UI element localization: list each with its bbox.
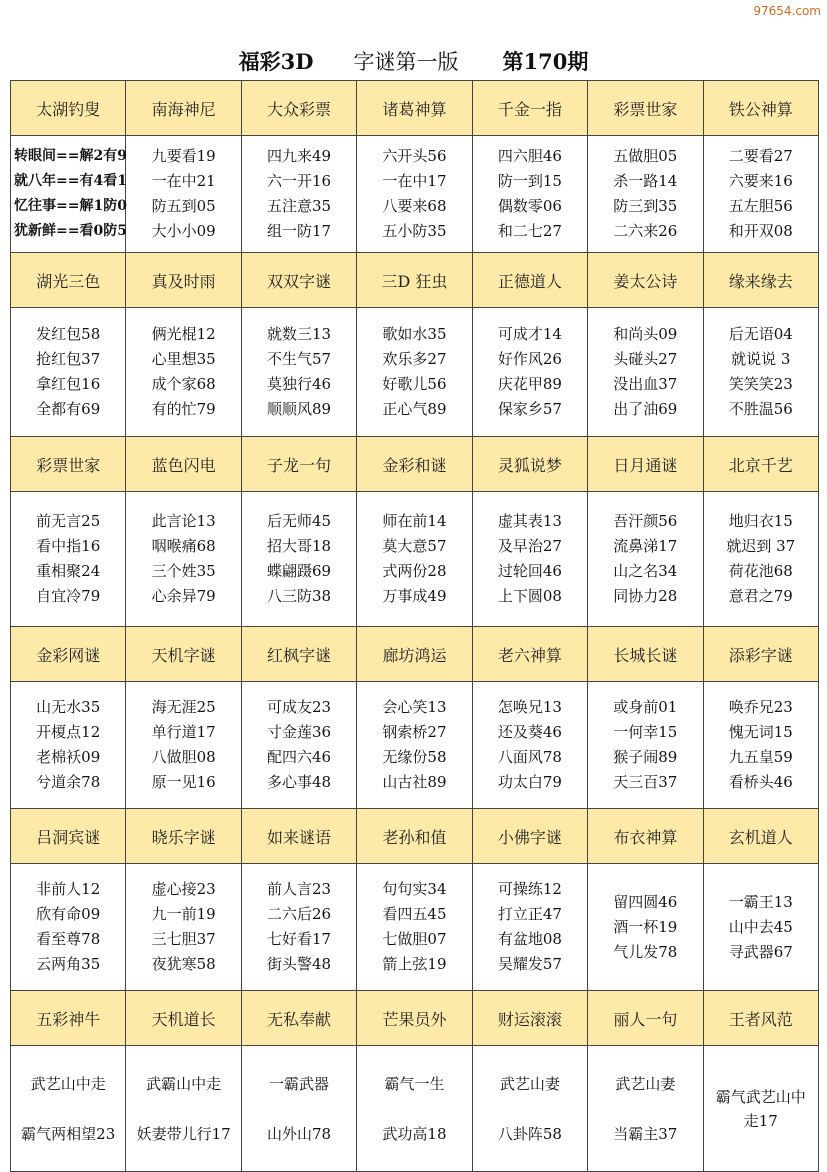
riddle-cell	[472, 492, 587, 627]
riddle-line: 荷花池68	[728, 562, 793, 580]
riddle-line: 看至尊78	[36, 930, 101, 948]
riddle-line: 五左胆56	[728, 197, 793, 215]
riddle-line: 好歌儿56	[382, 375, 447, 393]
riddle-line: 多心事48	[267, 773, 332, 791]
riddle-cell	[126, 492, 241, 627]
riddle-line: 好作风26	[497, 350, 562, 368]
riddle-line: 唤乔兄23	[728, 698, 793, 716]
riddle-cell	[588, 492, 703, 627]
riddle-row	[11, 864, 819, 991]
riddle-line: 师在前14	[382, 512, 447, 530]
riddle-cell	[472, 682, 587, 809]
riddle-line: 酒一杯19	[613, 917, 678, 936]
riddle-line: 正心气89	[382, 400, 447, 418]
riddle-cell	[126, 308, 241, 437]
riddle-line: 五做胆05	[613, 147, 678, 165]
riddle-line: 一在中21	[151, 172, 216, 190]
expert-name-cell: 王者风范	[703, 991, 818, 1046]
header-row	[11, 437, 819, 492]
riddle-line: 头碰头27	[613, 350, 678, 368]
riddle-line: 还及葵46	[497, 723, 562, 741]
riddle-cell	[241, 682, 356, 809]
expert-name-cell: 老孙和值	[357, 809, 472, 864]
expert-name-cell: 小佛字谜	[472, 809, 587, 864]
expert-name-cell: 红枫字谜	[241, 627, 356, 682]
riddle-line: 防五到05	[151, 197, 216, 215]
riddle-line: 打立正47	[497, 905, 562, 923]
riddle-cell	[472, 1046, 587, 1172]
expert-name-cell: 芒果员外	[357, 991, 472, 1046]
riddle-line: 吾汗颜56	[613, 512, 678, 530]
riddle-line: 老棉袄09	[36, 748, 101, 766]
riddle-cell	[472, 864, 587, 991]
riddle-cell	[126, 1046, 241, 1172]
riddle-line: 山古社89	[382, 773, 447, 791]
riddle-line: 成个家68	[151, 375, 216, 393]
riddle-line: 武艺山妻	[615, 1074, 676, 1093]
riddle-cell	[588, 1046, 703, 1172]
expert-name-cell: 如来谜语	[241, 809, 356, 864]
riddle-line: 留四圆46	[613, 892, 678, 911]
riddle-line: 看桥头46	[728, 773, 793, 791]
riddle-line: 夜犹寒58	[151, 955, 216, 973]
expert-name-cell: 玄机道人	[703, 809, 818, 864]
expert-name-cell: 灵狐说梦	[472, 437, 587, 492]
riddle-line: 单行道17	[151, 723, 216, 741]
riddle-line: 转眼间==解2有9	[14, 148, 127, 164]
expert-name-cell: 五彩神牛	[11, 991, 126, 1046]
riddle-cell	[472, 136, 587, 253]
riddle-line: 霸气一生	[384, 1074, 445, 1093]
site-watermark: 97654.com	[753, 4, 821, 18]
riddle-line: 没出血37	[613, 375, 678, 393]
riddle-line: 七好看17	[267, 930, 332, 948]
riddle-cell	[357, 492, 472, 627]
riddle-row	[11, 136, 819, 253]
expert-name-cell: 正德道人	[472, 253, 587, 308]
riddle-line: 四九来49	[267, 147, 332, 165]
expert-name-cell: 吕洞宾谜	[11, 809, 126, 864]
riddle-line: 一何幸15	[613, 723, 678, 741]
riddle-line: 妖妻带儿行17	[136, 1124, 231, 1143]
riddle-line: 就八年==有4看1	[14, 173, 127, 189]
riddle-line: 前人言23	[267, 880, 332, 898]
riddle-line: 云两角35	[36, 955, 101, 973]
riddle-cell	[588, 136, 703, 253]
riddle-line: 流鼻涕17	[613, 537, 678, 555]
riddle-line: 兮道余78	[36, 773, 101, 791]
riddle-line: 八卦阵58	[497, 1124, 562, 1143]
riddle-line: 顺顺风89	[267, 400, 332, 418]
riddle-line: 此言论13	[151, 512, 216, 530]
riddle-line: 偶数零06	[497, 197, 562, 215]
riddle-line: 六要来16	[728, 172, 793, 190]
riddle-line: 防一到15	[497, 172, 562, 190]
riddle-line: 山中去45	[728, 917, 793, 936]
riddle-line: 原一见16	[151, 773, 216, 791]
riddle-line: 前无言25	[36, 512, 101, 530]
riddle-line: 四六胆46	[497, 147, 562, 165]
riddle-line: 看中指16	[36, 537, 101, 555]
riddle-line: 猴子闹89	[613, 748, 678, 766]
riddle-line: 怎唤兄13	[497, 698, 562, 716]
riddle-line: 钢索桥27	[382, 723, 447, 741]
riddle-line: 忆往事==解1防0	[14, 198, 127, 214]
riddle-line: 出了油69	[613, 400, 678, 418]
expert-name-cell: 丽人一句	[588, 991, 703, 1046]
riddle-line: 蝶翩蹑69	[267, 562, 332, 580]
edition-name: 字谜第一版	[353, 50, 459, 74]
riddle-line: 六开头56	[382, 147, 447, 165]
expert-name-cell: 长城长谜	[588, 627, 703, 682]
expert-name-cell: 天机道长	[126, 991, 241, 1046]
expert-name-cell: 布衣神算	[588, 809, 703, 864]
riddle-line: 全都有69	[36, 400, 101, 418]
riddle-line: 霸气两相望23	[21, 1124, 116, 1143]
riddle-line: 三个姓35	[151, 562, 216, 580]
riddle-cell	[11, 682, 126, 809]
riddle-line: 二六来26	[613, 222, 678, 240]
riddle-line: 五注意35	[267, 197, 332, 215]
riddle-cell	[126, 136, 241, 253]
riddle-line: 山之名34	[613, 562, 678, 580]
riddle-line: 八要来68	[382, 197, 447, 215]
riddle-line: 莫大意57	[382, 537, 447, 555]
riddle-line: 过轮回46	[497, 562, 562, 580]
expert-name-cell: 大众彩票	[241, 81, 356, 136]
riddle-cell	[703, 136, 818, 253]
riddle-cell	[11, 864, 126, 991]
header-row	[11, 627, 819, 682]
riddle-line: 或身前01	[613, 698, 678, 716]
riddle-cell	[357, 136, 472, 253]
expert-name-cell: 三D 狂虫	[357, 253, 472, 308]
riddle-line: 就数三13	[267, 325, 332, 343]
riddle-line: 笑笑笑23	[728, 375, 793, 393]
expert-name-cell: 千金一指	[472, 81, 587, 136]
page-title	[0, 44, 827, 78]
riddle-cell	[11, 308, 126, 437]
riddle-line: 寸金莲36	[267, 723, 332, 741]
riddle-line: 意君之79	[728, 587, 793, 605]
riddle-line: 庆花甲89	[497, 375, 562, 393]
expert-name-cell: 缘来缘去	[703, 253, 818, 308]
riddle-line: 地归衣15	[728, 512, 793, 530]
riddle-line: 后无师45	[267, 512, 332, 530]
expert-name-cell: 老六神算	[472, 627, 587, 682]
riddle-line: 愧无词15	[728, 723, 793, 741]
riddle-line: 开榎点12	[36, 723, 101, 741]
riddle-line: 欢乐多27	[382, 350, 447, 368]
riddle-line: 心里想35	[151, 350, 216, 368]
riddle-cell	[703, 308, 818, 437]
riddle-row	[11, 308, 819, 437]
riddle-line: 大小小09	[151, 222, 216, 240]
riddle-line: 不生气57	[267, 350, 332, 368]
riddle-line: 可成友23	[267, 698, 332, 716]
riddle-cell	[126, 864, 241, 991]
riddle-line: 配四六46	[267, 748, 332, 766]
riddle-cell	[588, 864, 703, 991]
expert-name-cell: 天机字谜	[126, 627, 241, 682]
riddle-cell	[11, 1046, 126, 1172]
riddle-line: 杀一路14	[613, 172, 678, 190]
riddle-line: 欣有命09	[36, 905, 101, 923]
riddle-cell	[357, 682, 472, 809]
riddle-line: 武艺山妻	[499, 1074, 560, 1093]
riddle-line: 街头警48	[267, 955, 332, 973]
riddle-line: 歌如水35	[382, 325, 447, 343]
expert-name-cell: 金彩网谜	[11, 627, 126, 682]
riddle-line: 看四五45	[382, 905, 447, 923]
riddle-line: 九五皇59	[728, 748, 793, 766]
riddle-line: 气儿发78	[613, 942, 678, 961]
riddle-line: 上下圆08	[497, 587, 562, 605]
riddle-line: 三七胆37	[151, 930, 216, 948]
riddle-line: 海无涯25	[151, 698, 216, 716]
riddle-line: 心余异79	[151, 587, 216, 605]
expert-name-cell: 廊坊鸿运	[357, 627, 472, 682]
riddle-line: 山无水35	[36, 698, 101, 716]
riddle-line: 会心笑13	[382, 698, 447, 716]
expert-name-cell: 晓乐字谜	[126, 809, 241, 864]
riddle-line: 保家乡57	[497, 400, 562, 418]
riddle-line: 就说说 3	[731, 350, 791, 368]
riddle-cell	[588, 308, 703, 437]
riddle-line: 一在中17	[382, 172, 447, 190]
riddle-line: 八三防38	[267, 587, 332, 605]
riddle-cell	[703, 864, 818, 991]
expert-name-cell: 蓝色闪电	[126, 437, 241, 492]
riddle-cell	[703, 1046, 818, 1172]
riddle-line: 功太白79	[497, 773, 562, 791]
riddle-row	[11, 492, 819, 627]
expert-name-cell: 双双字谜	[241, 253, 356, 308]
expert-name-cell: 铁公神算	[703, 81, 818, 136]
header-row	[11, 81, 819, 136]
riddle-line: 九一前19	[151, 905, 216, 923]
riddle-line: 当霸主37	[613, 1124, 678, 1143]
riddle-row	[11, 682, 819, 809]
riddle-line: 拿红包16	[36, 375, 101, 393]
riddle-line: 七做胆07	[382, 930, 447, 948]
riddle-line: 同协力28	[613, 587, 678, 605]
riddle-cell	[703, 492, 818, 627]
riddle-line: 就迟到 37	[726, 537, 796, 555]
expert-name-cell: 财运滚滚	[472, 991, 587, 1046]
expert-name-cell: 北京千艺	[703, 437, 818, 492]
riddle-line: 式两份28	[382, 562, 447, 580]
riddle-line: 吴耀发57	[497, 955, 562, 973]
expert-name-cell: 南海神尼	[126, 81, 241, 136]
expert-name-cell: 彩票世家	[11, 437, 126, 492]
expert-name-cell: 无私奉献	[241, 991, 356, 1046]
header-row	[11, 809, 819, 864]
header-row	[11, 991, 819, 1046]
riddle-line: 天三百37	[613, 773, 678, 791]
riddle-line: 六一开16	[267, 172, 332, 190]
riddle-line: 可成才14	[497, 325, 562, 343]
riddle-cell	[588, 682, 703, 809]
riddle-line: 非前人12	[36, 880, 101, 898]
riddle-line: 山外山78	[267, 1124, 332, 1143]
riddle-line: 莫独行46	[267, 375, 332, 393]
riddle-cell	[241, 492, 356, 627]
riddle-line: 防三到35	[613, 197, 678, 215]
expert-name-cell: 添彩字谜	[703, 627, 818, 682]
riddle-line: 组一防17	[267, 222, 332, 240]
riddle-line: 八做胆08	[151, 748, 216, 766]
riddle-line: 句句实34	[382, 880, 447, 898]
riddle-cell	[241, 1046, 356, 1172]
expert-name-cell: 彩票世家	[588, 81, 703, 136]
riddle-line: 箭上弦19	[382, 955, 447, 973]
expert-name-cell: 真及时雨	[126, 253, 241, 308]
riddle-cell	[357, 308, 472, 437]
riddle-line: 武功高18	[382, 1124, 447, 1143]
riddle-line: 武霸山中走	[146, 1074, 222, 1093]
riddle-line: 和尚头09	[613, 325, 678, 343]
riddle-line: 武艺山中走	[30, 1074, 106, 1093]
riddle-cell	[703, 682, 818, 809]
riddle-line: 招大哥18	[267, 537, 332, 555]
riddle-line: 俩光棍12	[151, 325, 216, 343]
riddle-cell	[241, 136, 356, 253]
expert-name-cell: 金彩和谜	[357, 437, 472, 492]
riddle-line: 二六后26	[267, 905, 332, 923]
riddle-line: 抢红包37	[36, 350, 101, 368]
riddle-line: 有的忙79	[151, 400, 216, 418]
riddle-line: 寻武器67	[728, 942, 793, 961]
riddle-line: 咽喉痛68	[151, 537, 216, 555]
expert-name-cell: 日月通谜	[588, 437, 703, 492]
riddle-line: 一霸王13	[728, 892, 793, 911]
riddle-line: 九要看19	[151, 147, 216, 165]
riddle-line: 犹新鲜==看0防5	[14, 223, 127, 239]
riddle-line: 万事成49	[382, 587, 447, 605]
riddle-line: 重相聚24	[36, 562, 101, 580]
expert-name-cell: 诸葛神算	[357, 81, 472, 136]
issue-number: 第170期	[502, 49, 589, 74]
riddle-line: 和开双08	[728, 222, 793, 240]
riddle-cell	[357, 1046, 472, 1172]
riddle-line: 后无语04	[728, 325, 793, 343]
riddle-line: 霸气武艺山中走17	[715, 1087, 806, 1130]
riddle-row	[11, 1046, 819, 1172]
riddle-cell	[11, 136, 126, 253]
riddle-line: 自宜冷79	[36, 587, 101, 605]
riddle-line: 虚心接23	[151, 880, 216, 898]
riddle-line: 五小防35	[382, 222, 447, 240]
riddle-cell	[241, 864, 356, 991]
expert-name-cell: 湖光三色	[11, 253, 126, 308]
riddle-cell	[126, 682, 241, 809]
riddle-line: 无缘份58	[382, 748, 447, 766]
expert-name-cell: 子龙一句	[241, 437, 356, 492]
riddle-cell	[357, 864, 472, 991]
riddle-line: 有盆地08	[497, 930, 562, 948]
riddle-cell	[11, 492, 126, 627]
riddle-table	[10, 80, 819, 1172]
riddle-line: 发红包58	[36, 325, 101, 343]
riddle-line: 二要看27	[728, 147, 793, 165]
riddle-line: 和二七27	[497, 222, 562, 240]
riddle-line: 八面风78	[497, 748, 562, 766]
expert-name-cell: 姜太公诗	[588, 253, 703, 308]
riddle-line: 一霸武器	[269, 1074, 330, 1093]
riddle-cell	[472, 308, 587, 437]
lottery-name: 福彩3D	[238, 49, 314, 74]
header-row	[11, 253, 819, 308]
riddle-cell	[241, 308, 356, 437]
riddle-line: 虚其表13	[497, 512, 562, 530]
riddle-line: 及早治27	[497, 537, 562, 555]
expert-name-cell: 太湖钓叟	[11, 81, 126, 136]
riddle-line: 可操练12	[497, 880, 562, 898]
riddle-line: 不胜温56	[728, 400, 793, 418]
